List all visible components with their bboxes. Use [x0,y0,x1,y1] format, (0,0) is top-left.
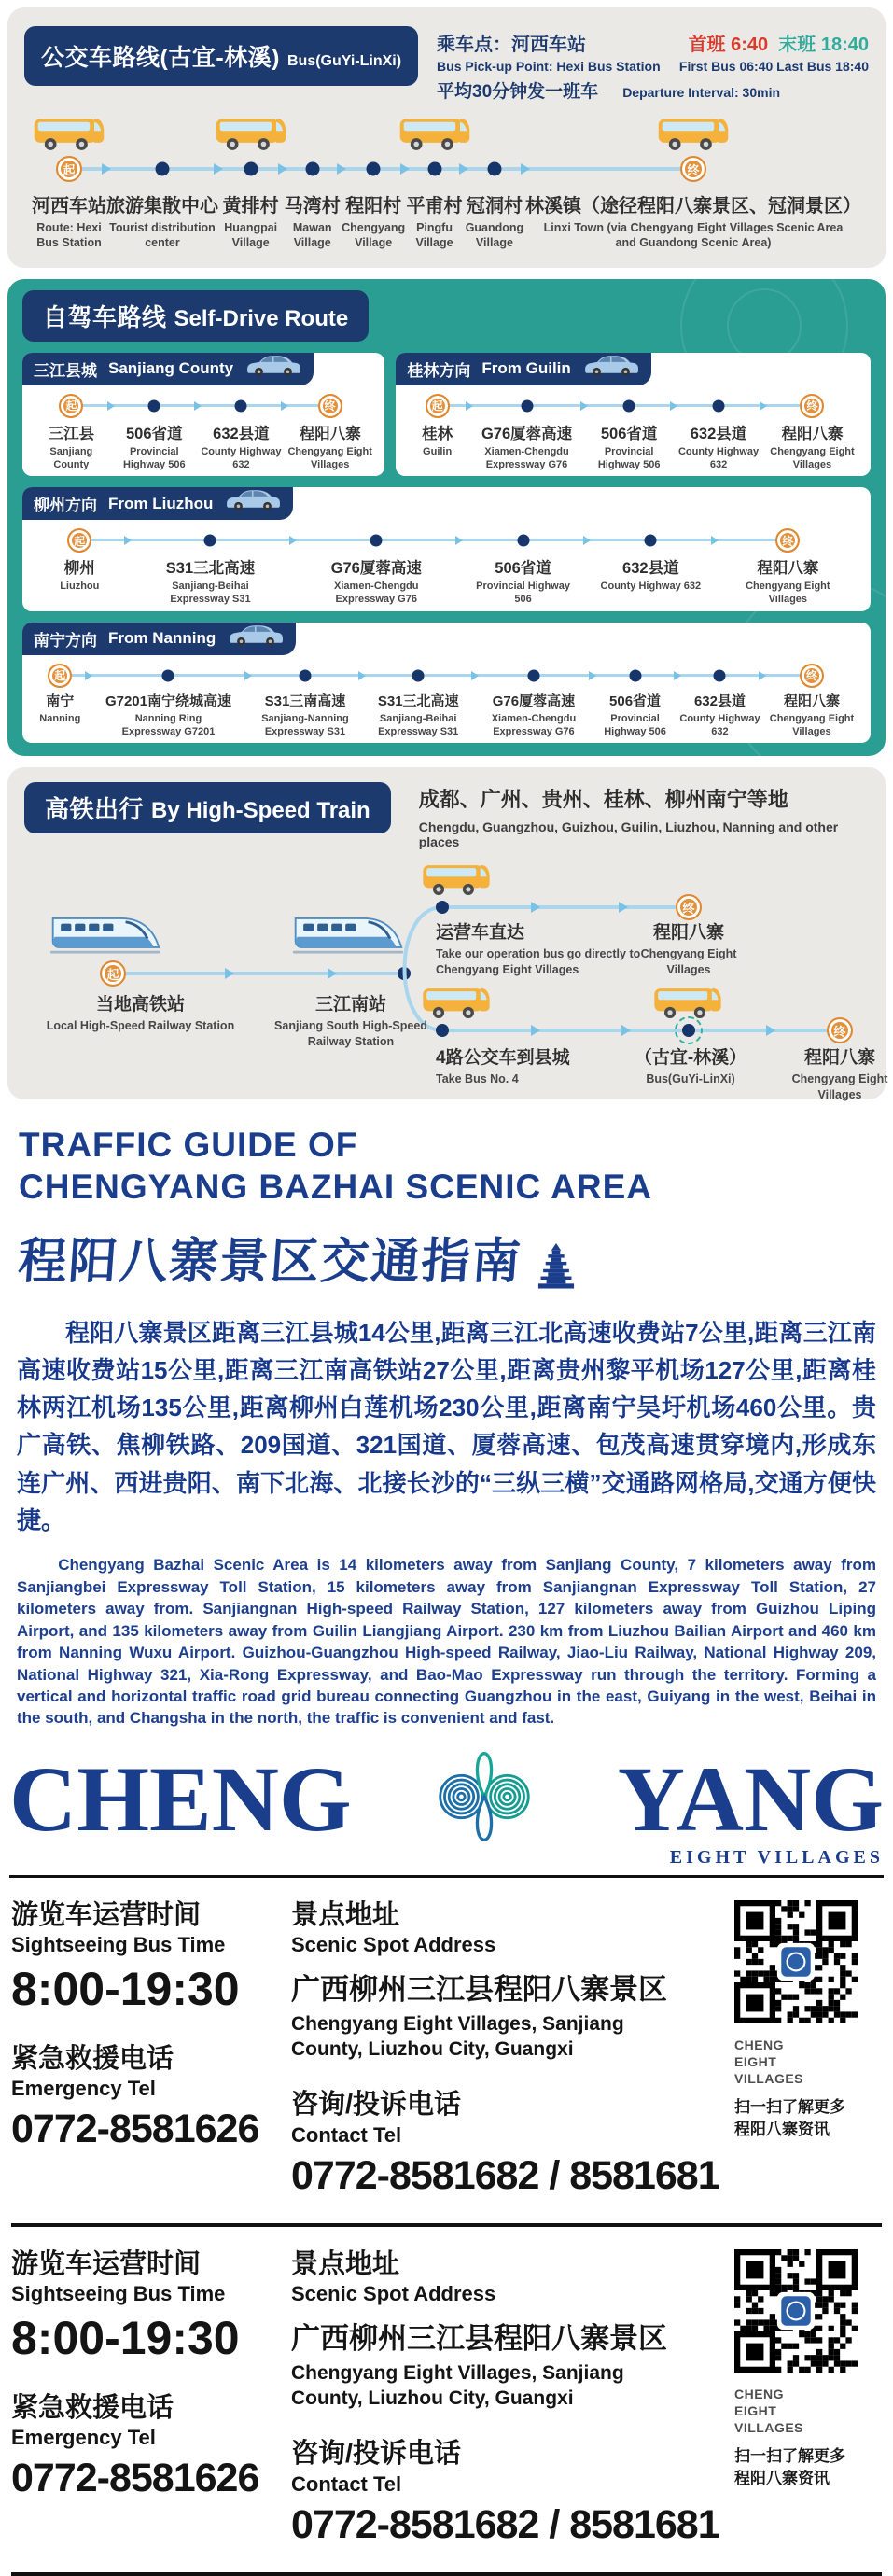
branch1-en: Take our operation bus go directly to Chengyang Eight Villages [436,947,641,976]
stop-name-en: Nanning [39,712,81,724]
first-last-times [689,29,869,56]
contact-label-cn: 咨询/投诉电话 [291,2090,462,2121]
end-badge: 终 [800,394,824,418]
emergency-tel: 0772-8581626 [11,2107,259,2152]
qr-scan-line: 程阳八寨资讯 [734,2470,830,2488]
stop-name-cn: 632县道 [213,425,270,442]
qr-brand-text [734,2386,882,2437]
stop-name-en: Chengyang Eight Villages [746,581,830,606]
stop-name-cn: 632县道 [622,560,679,578]
drive-card-header [22,353,314,385]
self-drive-title-en: Self-Drive Route [174,305,349,331]
route-stop [248,665,361,739]
route-stop [763,395,861,472]
bus-stop [342,155,405,251]
arrow-icon [619,902,628,913]
self-drive-title-badge [22,290,369,342]
first-bus-label: 首班 [688,35,726,55]
stop-name-cn: 河西车站 [32,196,106,217]
branch-dot [436,901,449,914]
stop-name-cn: 程阳八寨 [783,693,840,709]
bus-route-diagram [24,155,869,259]
first-last-en: First Bus 06:40 Last Bus 18:40 [678,59,869,74]
qr-scan-text [734,2445,882,2491]
route-stop [32,529,128,607]
stop-name-cn: 506省道 [600,425,658,442]
drive-card-guilin [396,353,871,477]
emergency-label-en: Emergency Tel [11,2426,156,2450]
destinations-en: Chengdu, Guangzhou, Guizhou, Guilin, Liuzhou, Nanning and other places [418,819,839,850]
bus-time-value: 8:00-19:30 [11,1962,240,2015]
bus-stop [464,155,525,251]
stop-name-cn: 黄排村 [222,196,279,217]
arrow-icon [225,968,234,979]
stop-name-en: Provincial Highway 506 [597,445,661,470]
stop-name-en: Tourist distribution center [109,221,216,250]
address-value-en: Chengyang Eight Villages, Sanjiang County, Liuzhou City, Guangxi [291,2361,624,2410]
station-cn: 三江南站 [314,995,386,1015]
route-stop [469,395,584,472]
divider-line [11,2572,882,2576]
destinations-cn: 成都、广州、贵州、桂林、柳州南宁等地 [418,788,788,812]
qr-code [734,2249,858,2373]
drive-route-diagram [396,395,871,472]
interval-en: Departure Interval: 30min [622,85,781,100]
qr-brand-line: EIGHT [734,2054,777,2070]
bus-icon [28,110,110,153]
start-badge: 起 [56,156,82,182]
start-badge: 起 [59,394,83,418]
stop-dot [244,162,258,176]
stop-name-en: Guandong Village [465,221,524,250]
stop-name-en: Linxi Town (via Chengyang Eight Villages Scenic Area and Guandong Scenic Area) [543,221,844,250]
qr-code [734,1900,858,2023]
arrow-icon [531,902,540,913]
route-stop [362,665,475,739]
emergency-label-en: Emergency Tel [11,2077,156,2101]
bus-icon [394,110,476,153]
stop-name-en: County Highway 632 [677,445,760,470]
stop-dot [623,399,635,412]
car-icon [244,352,302,377]
drive-head-cn: 柳州方向 [34,497,97,515]
drive-card-header [396,353,650,385]
stop-name-en: Provincial Highway 506 [604,712,666,737]
stop-dot [235,399,247,412]
stop-name-cn: 旅游集散中心 [106,196,218,217]
stop-name-en: County Highway 632 [679,712,760,737]
stop-name-cn: 平甫村 [406,196,463,217]
branch2-cn: 4路公交车到县城 [436,1048,570,1069]
guide-title-en-line2: CHENGYANG BAZHAI SCENIC AREA [19,1168,652,1207]
station-label [262,990,440,1049]
contact-label-en: Contact Tel [291,2122,402,2147]
bus-stop [32,155,106,251]
bus-icon [416,980,496,1021]
stop-name-cn: 506省道 [609,693,662,709]
qr-scan-line: 扫一扫了解更多 [734,2097,845,2116]
emergency-group [11,2044,291,2153]
emergency-label-cn: 紧急救援电话 [11,2392,174,2423]
contact-block [0,2249,893,2548]
bus-stop [283,155,342,251]
stop-name-cn: 林溪镇（途径程阳八寨景区、冠洞景区） [524,196,861,217]
qr-scan-line: 程阳八寨资讯 [734,2121,830,2139]
end-badge: 终 [676,894,702,920]
logo-rule [9,1875,884,1878]
bus-route-title-cn: 公交车路线(古宜-林溪) [41,45,280,71]
stop-name-cn: 632县道 [693,693,746,709]
drive-head-en: From Liuzhou [108,494,214,512]
logo-text-left: CHENG [9,1747,352,1852]
branch1-end-label [623,918,754,977]
address-label-en: Scenic Spot Address [291,1933,496,1957]
stop-name-cn: 632县道 [690,425,747,442]
bus-time-label-cn: 游览车运营时间 [11,2249,202,2279]
branch2-mid-label [616,1043,765,1086]
address-label-cn: 景点地址 [291,2249,400,2279]
end-badge: 终 [800,664,824,688]
stop-name-cn: S31三北高速 [377,693,459,709]
address-value-cn: 广西柳州三江县程阳八寨景区 [291,2321,667,2355]
contact-tel: 0772-8581682 / 8581681 [291,2153,719,2198]
stop-dot [714,669,726,681]
stop-name-en: Sanjiang-Beihai Expressway S31 [170,581,251,606]
stop-name-en: Provincial Highway 506 [476,581,570,606]
stop-name-en: Provincial Highway 506 [122,445,186,470]
end-badge: 终 [775,528,800,553]
route-line [121,972,401,975]
branch2-en: Take Bus No. 4 [436,1072,519,1086]
logo-subtitle: EIGHT VILLAGES [669,1846,884,1868]
stop-name-en: County Highway 632 [600,581,702,593]
stop-dot [629,669,641,681]
stop-name-cn: 程阳村 [345,196,402,217]
stop-dot [156,162,170,176]
bus-stop [218,155,283,251]
stop-name-en: Chengyang Eight Villages [769,712,855,737]
pickup-point-cn: 乘车点：河西车站 [437,35,587,55]
route-stop [677,665,762,739]
station-en: Local High-Speed Railway Station [46,1019,235,1033]
end-badge: 终 [318,394,342,418]
train-route-diagram [24,857,888,1101]
route-stop [128,529,294,607]
route-stop [459,529,587,607]
stop-name-en: Sanjiang County [49,445,93,470]
stop-name-en: Chengyang Eight Villages [770,445,855,470]
qr-brand-line: EIGHT [734,2403,777,2419]
arrow-icon [621,1025,631,1036]
divider-line [11,2223,882,2227]
branch2-end-en: Chengyang Eight Villages [791,1072,888,1101]
stop-name-cn: 冠洞村 [466,196,523,217]
bus-time-group [11,1900,291,2016]
car-icon [582,352,640,377]
bus-stop [525,155,861,251]
stop-dot [517,535,529,547]
stop-name-en: Pingfu Village [415,221,453,250]
address-label-cn: 景点地址 [291,1899,400,1930]
bus-time-group [11,2249,291,2365]
address-label-en: Scenic Spot Address [291,2282,496,2306]
route-stop [32,665,89,739]
logo-text-right: YANG [617,1747,884,1852]
station-label [35,990,245,1033]
intro-paragraph-cn: 程阳八寨景区距离三江县城14公里,距离三江北高速收费站7公里,距离三江南高速收费站15公里,距离三江南高铁站27公里,距离贵州黎平机场127公里,距离桂林两江机场135公里,距离柳州白莲机场230公里,距离南宁吴圩机场460公里。贵广高铁、焦柳铁路、209国道、321国道、厦蓉高速、包茂高速贯穿境内,形成东连广州、西进贵阳、南下北海、北接长沙的“三纵三横”交通路网格局,交通方便快捷。 [17,1318,876,1535]
bus-stop [405,155,464,251]
drive-card-header [22,487,293,520]
stop-name-cn: 马湾村 [284,196,341,217]
address-group [291,1900,729,2062]
decorative-ring [727,288,802,363]
train-icon [49,909,162,956]
stop-name-cn: G7201南宁绕城高速 [105,693,231,709]
bus-time-label-cn: 游览车运营时间 [11,1899,202,1930]
bus-icon [648,980,728,1021]
bus-route-title-en: Bus(GuYi-LinXi) [286,53,402,69]
drive-head-cn: 三江县城 [34,361,97,380]
stop-name-cn: 桂林 [422,425,453,442]
train-section [7,767,886,1099]
self-drive-title-cn: 自驾车路线 [43,302,167,331]
route-stop [593,665,677,739]
stop-dot [162,669,174,681]
stop-name-en: County Highway 632 [201,445,282,470]
branch2-end-label [782,1043,893,1102]
route-stop [584,395,674,472]
qr-brand-line: VILLAGES [734,2071,804,2087]
guide-title-en-line1: TRAFFIC GUIDE OF [19,1126,358,1165]
branch2-mid-cn: （古宜-林溪） [634,1048,747,1069]
qr-brand-line: CHENG [734,2037,785,2052]
route-stop [293,529,459,607]
route-stop [475,665,593,739]
address-value-cn: 广西柳州三江县程阳八寨景区 [291,1972,667,2006]
stop-name-en: Xiamen-Chengdu Expressway G76 [484,445,569,470]
stop-name-en: Huangpai Village [224,221,278,250]
arrow-icon [766,1025,775,1036]
route-line [442,1029,838,1032]
drive-card-liuzhou [22,487,871,611]
stop-dot [527,669,539,681]
drive-card-header [22,623,296,655]
stop-dot [370,535,383,547]
drive-route-diagram [22,529,871,607]
stop-dot [299,669,311,681]
bus-route-section [7,7,886,268]
start-badge: 起 [48,664,72,688]
bus-icon [416,857,496,898]
pickup-point-en: Bus Pick-up Point: Hexi Bus Station [437,59,661,74]
stop-dot [645,535,657,547]
first-bus-time: 6:40 [731,35,769,55]
emergency-group [11,2393,291,2502]
bus-time-label-en: Sightseeing Bus Time [11,2282,226,2306]
bus-route-title-badge [24,26,418,86]
arrow-icon [531,1025,540,1036]
station-cn: 当地高铁站 [95,995,185,1015]
stop-dot [367,162,381,176]
qr-scan-text [734,2096,882,2142]
guide-title-block [16,1124,874,1291]
branch1-end-cn: 程阳八寨 [652,923,724,944]
stop-name-cn: G76厦蓉高速 [481,425,573,442]
stop-name-en: Nanning Ring Expressway G7201 [121,712,216,737]
emergency-tel: 0772-8581626 [11,2456,259,2501]
branch1-end-en: Chengyang Eight Villages [640,947,737,976]
stop-dot [204,535,216,547]
stop-dot [412,669,425,681]
drive-route-diagram [22,665,871,739]
drive-card-nanning [22,623,871,744]
interval-cn: 平均30分钟发一班车 [437,82,599,102]
stop-name-cn: 程阳八寨 [299,425,361,442]
drive-head-en: From Nanning [108,629,216,648]
end-badge: 终 [827,1017,853,1043]
contact-tel-group [291,2439,729,2548]
arrow-icon [328,968,337,979]
stop-name-cn: 程阳八寨 [781,425,844,442]
drive-head-en: From Guilin [481,359,571,377]
station-en: Sanjiang South High-Speed Railway Station [274,1019,427,1048]
stop-name-en: Chengyang Eight Villages [287,445,372,470]
qr-scan-line: 扫一扫了解更多 [734,2446,845,2465]
last-bus-time: 18:40 [820,35,869,55]
stop-name-cn: S31三南高速 [264,693,346,709]
branch-dot [436,1024,449,1037]
branch2-mid-en: Bus(GuYi-LinXi) [646,1072,735,1086]
stop-dot [305,162,319,176]
last-bus-label: 末班 [778,35,816,55]
contact-tel-group [291,2090,729,2199]
emergency-label-cn: 紧急救援电话 [11,2043,174,2074]
bus-route-info [437,26,869,103]
stop-name-cn: G76厦蓉高速 [492,693,576,709]
spiral-knot-icon [430,1748,538,1845]
drive-card-sanjiang [22,353,384,477]
stop-dot [713,399,725,412]
bus-route-header [24,26,869,103]
branch1-cn: 运营车直达 [436,923,525,944]
stop-name-cn: 南宁 [46,693,75,709]
car-icon [224,486,282,511]
stop-dot [487,162,501,176]
route-stop [198,395,285,472]
start-badge: 起 [67,528,91,553]
stop-name-cn: 程阳八寨 [757,560,819,578]
bus-time-value: 8:00-19:30 [11,2311,240,2364]
route-stop [32,395,111,472]
bus-time-label-en: Sightseeing Bus Time [11,1933,226,1957]
stop-name-cn: S31三北高速 [165,560,256,578]
stop-name-en: Xiamen-Chengdu Expressway G76 [491,712,577,737]
route-stop [111,395,198,472]
qr-brand-text [734,2037,882,2088]
bus-icon [652,110,734,153]
branch2-end-cn: 程阳八寨 [803,1048,875,1069]
qr-brand-line: VILLAGES [734,2420,804,2436]
train-destinations [419,782,869,849]
drive-route-diagram [22,395,384,472]
stop-name-cn: 506省道 [495,560,551,578]
train-title-cn: 高铁出行 [45,795,145,824]
stop-name-en: Mawan Village [292,221,332,250]
contact-block [0,1900,893,2199]
stop-name-cn: 柳州 [63,560,95,578]
start-badge: 起 [100,960,126,987]
stop-name-en: Sanjiang-Nanning Expressway S31 [261,712,349,737]
route-stop [89,665,249,739]
stop-name-en: Route: Hexi Bus Station [36,221,102,250]
route-stop [405,395,469,472]
stop-name-cn: G76厦蓉高速 [330,560,422,578]
stop-name-en: Chengyang Village [342,221,406,250]
contact-label-cn: 咨询/投诉电话 [291,2439,462,2470]
drive-head-en: Sanjiang County [108,359,234,377]
route-stop [285,395,375,472]
route-stop [715,529,861,607]
stop-name-en: Guilin [423,445,453,457]
chengyang-logo [9,1747,884,1878]
route-line [442,905,687,909]
stop-dot [148,399,160,412]
bus-icon [210,110,292,153]
stop-dot [427,162,441,176]
address-value-en: Chengyang Eight Villages, Sanjiang County, Liuzhou City, Guangxi [291,2012,624,2060]
car-icon [227,622,285,647]
train-title-badge [24,782,391,833]
stop-name-en: Liuzhou [60,581,100,593]
route-stop [587,529,715,607]
train-title-en: By High-Speed Train [151,798,370,824]
contact-tel: 0772-8581682 / 8581681 [291,2502,719,2548]
pagoda-icon [532,1243,580,1292]
guide-title-cn: 程阳八寨景区交通指南 [16,1235,524,1289]
stop-name-en: Xiamen-Chengdu Expressway G76 [334,581,419,606]
stop-name-cn: 三江县 [48,425,95,442]
train-header [24,782,869,849]
drive-head-cn: 南宁方向 [34,631,97,650]
bus-stop [106,155,218,251]
contact-label-en: Contact Tel [291,2471,402,2496]
stop-name-cn: 506省道 [126,425,183,442]
stop-name-en: Sanjiang-Beihai Expressway S31 [378,712,459,737]
route-stop [674,395,763,472]
start-badge: 起 [426,394,450,418]
stop-dot [521,399,533,412]
end-badge: 终 [680,156,706,182]
qr-brand-line: CHENG [734,2387,785,2401]
intro-paragraph-en: Chengyang Bazhai Scenic Area is 14 kilometers away from Sanjiang County, 7 kilometers away from Sanjiangbei Expressway Toll Station, 15 kilometers away from Sanjiangnan Expressway Toll Station, 27 kilometers away from. Sanjiangnan High-speed Railway Station, 127 kilometers away from Guizhou Liping Airport, and 135 kilometers away from Guilin Liangjiang Airport. 230 km from Liuzhou Bailian Airport and 460 km from Nanning Wuxu Airport. Guizhou-Guangzhou High-speed Railway, Jiao-Liu Railway, National Highway 209, National Highway 321, Xia-Rong Expressway, and Bao-Mao Expressway run through the territory. Forming a vertical and horizontal traffic road grid bureau connecting Guangzhou in the east, Guiyang in the west, Beihai in the south, and Changsha in the north, the traffic is convenient and fast. [17,1556,876,1728]
drive-head-cn: 桂林方向 [407,361,471,380]
address-group [291,2249,729,2411]
self-drive-section [7,279,886,757]
route-stop [762,665,861,739]
